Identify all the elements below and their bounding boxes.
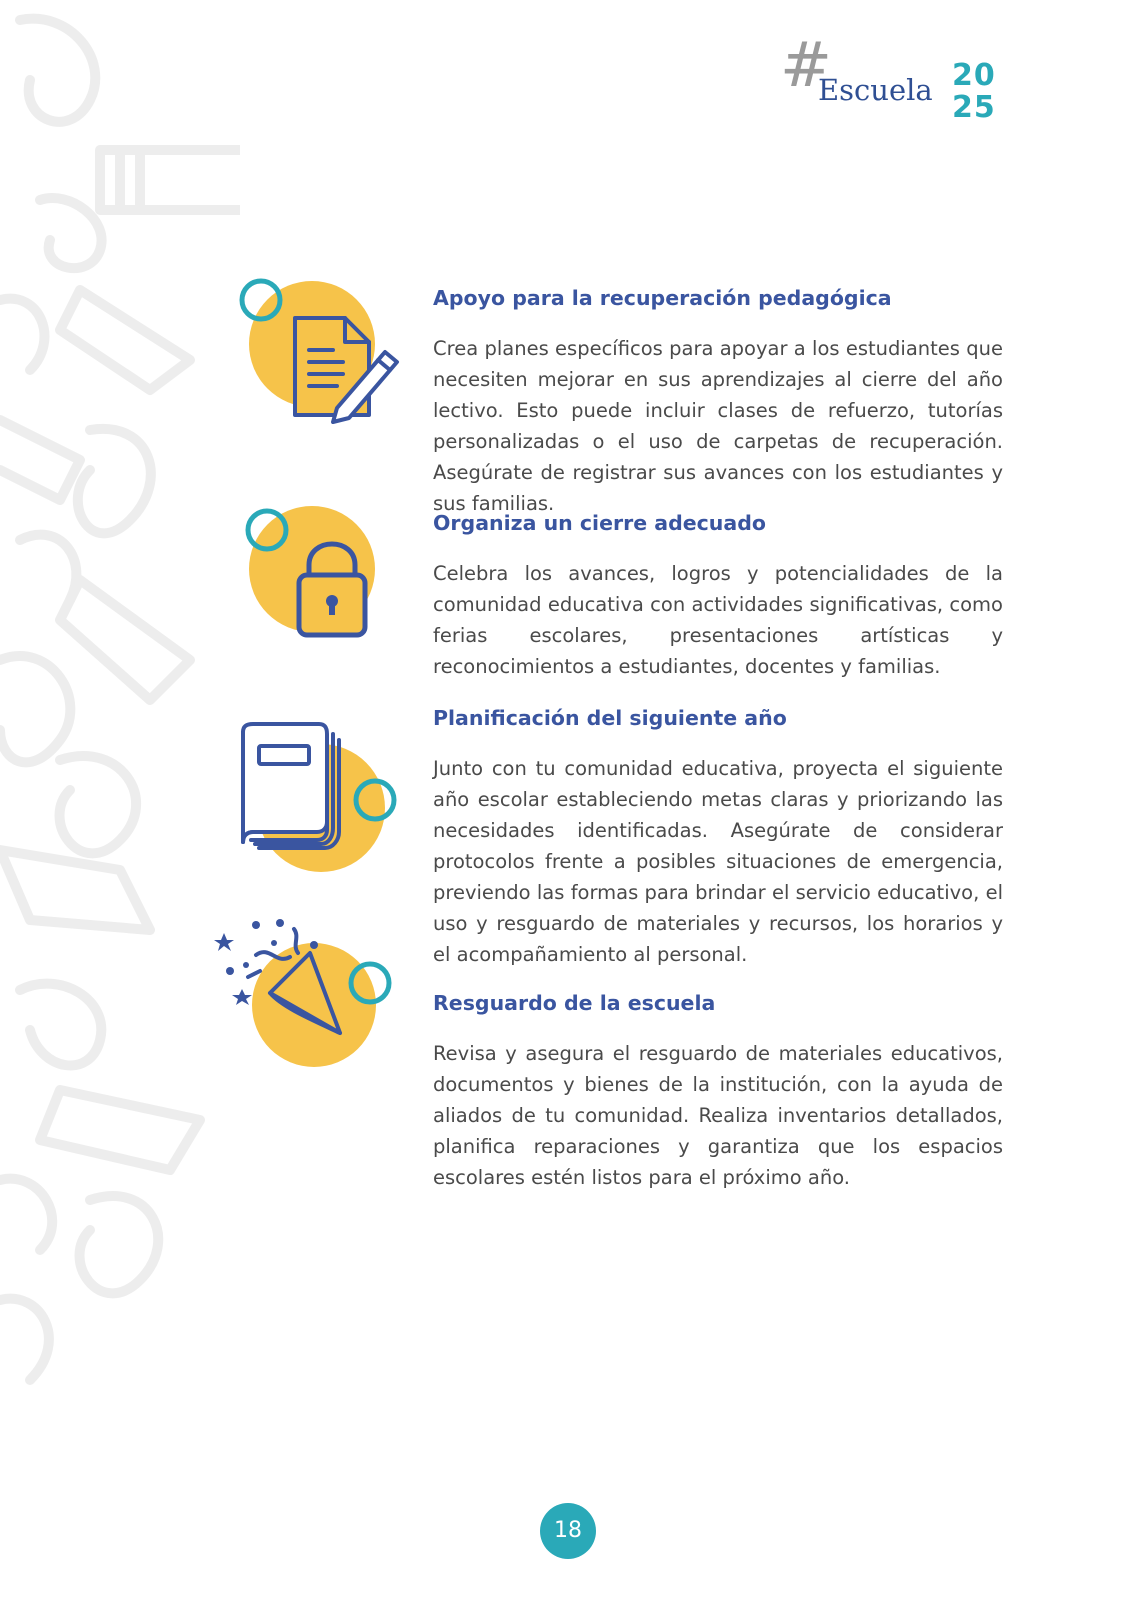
section-body: Crea planes específicos para apoyar a los estudiantes que necesiten mejorar en sus aprendizajes al cierre del año lectivo. Esto puede incluir clases de refuerzo, tutorías personalizadas o el uso de carpetas de recuperación. Asegúrate de registrar sus avances con los estudiantes y sus familias. [433, 337, 1003, 515]
section-title: Apoyo para la recuperación pedagógica [433, 286, 892, 310]
logo-year-bottom: 25 [952, 90, 996, 125]
section-title: Planificación del siguiente año [433, 706, 787, 730]
escuela-2025-logo [780, 30, 1010, 130]
logo-word: Escuela [818, 73, 933, 107]
background-doodles [0, 0, 240, 1440]
section-body: Celebra los avances, logros y potencialidades de la comunidad educativa con actividades significativas, como ferias escolares, presentaciones artísticas y reconocimientos a estudiantes, docentes y familias. [433, 562, 1003, 678]
section-resguardo [433, 988, 1003, 1193]
section-body: Revisa y asegura el resguardo de materiales educativos, documentos y bienes de la institución, con la ayuda de aliados de tu comunidad. Realiza inventarios detallados, planifica reparaciones y garantiza que los espacios escolares estén listos para el próximo año. [433, 1042, 1003, 1189]
logo-year-top: 20 [952, 58, 996, 93]
section-planificacion [433, 703, 1003, 970]
document-pencil-icon [225, 270, 425, 440]
logo-hash: # [780, 28, 832, 101]
section-body: Junto con tu comunidad educativa, proyecta el siguiente año escolar estableciendo metas claras y priorizando las necesidades identificadas. Asegúrate de considerar protocolos frente a posibles situaciones de emergencia, previendo las formas para brindar el servicio educativo, el uso y resguardo de materiales y recursos, los horarios y el acompañamiento al personal. [433, 757, 1003, 966]
book-icon [225, 710, 425, 880]
party-popper-icon [210, 915, 410, 1085]
section-cierre [433, 508, 1003, 682]
section-recuperacion [433, 283, 1003, 519]
padlock-icon [225, 495, 425, 665]
section-title: Organiza un cierre adecuado [433, 511, 766, 535]
section-title: Resguardo de la escuela [433, 991, 716, 1015]
page-number: 18 [540, 1503, 596, 1559]
